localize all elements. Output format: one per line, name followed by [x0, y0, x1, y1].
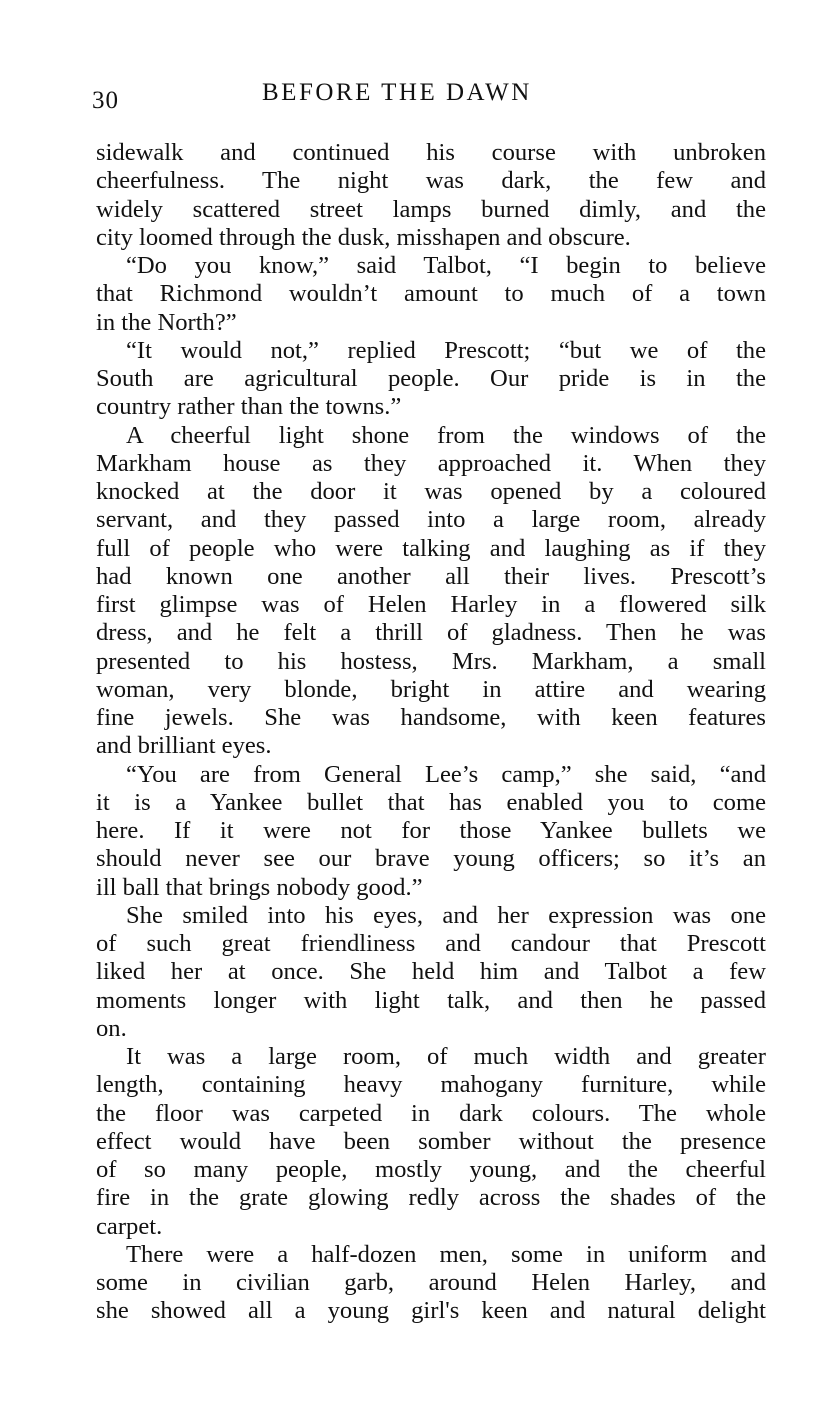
text-line: and brilliant eyes. [96, 732, 272, 760]
text-line: city loomed through the dusk, misshapen and obscure. [96, 223, 631, 251]
text-line: on. [96, 1014, 127, 1042]
text-line: “It would not,” replied Prescott; “but we of the [126, 336, 766, 364]
text-line: in the North?” [96, 308, 237, 336]
text-line: the floor was carpeted in dark colours. The whole [96, 1099, 766, 1127]
text-line: widely scattered street lamps burned dimly, and the [96, 195, 766, 223]
text-line: cheerfulness. The night was dark, the few and [96, 167, 766, 195]
text-line: knocked at the door it was opened by a coloured [96, 478, 766, 505]
text-line: liked her at once. She held him and Talbot a few [96, 958, 766, 986]
text-line: fine jewels. She was handsome, with keen features [96, 704, 766, 731]
text-line: of so many people, mostly young, and the cheerful [96, 1156, 766, 1183]
running-title: BEFORE THE DAWN [262, 79, 532, 106]
text-line: had known one another all their lives. Prescott’s [96, 562, 766, 590]
text-line: effect would have been somber without the presence [96, 1127, 766, 1155]
text-line: She smiled into his eyes, and her expression was one [126, 901, 766, 929]
text-line: she showed all a young girl's keen and natural delight [96, 1297, 766, 1325]
text-line: moments longer with light talk, and then he passed [96, 986, 766, 1014]
text-line: servant, and they passed into a large room, already [96, 506, 766, 534]
text-line: There were a half-dozen men, some in uniform and [126, 1240, 766, 1268]
text-line: country rather than the towns.” [96, 393, 402, 421]
text-line: some in civilian garb, around Helen Harley, and [96, 1269, 766, 1296]
text-line: carpet. [96, 1212, 163, 1240]
text-line: dress, and he felt a thrill of gladness. Then he was [96, 619, 766, 647]
text-line: that Richmond wouldn’t amount to much of a town [96, 280, 766, 308]
text-line: of such great friendliness and candour that Prescott [96, 930, 766, 957]
text-line: full of people who were talking and laughing as if they [96, 534, 766, 562]
text-line: first glimpse was of Helen Harley in a flowered silk [96, 591, 766, 618]
text-line: ill ball that brings nobody good.” [96, 873, 423, 901]
text-line: length, containing heavy mahogany furniture, while [96, 1071, 766, 1099]
text-line: “Do you know,” said Talbot, “I begin to believe [126, 252, 766, 279]
text-line: woman, very blonde, bright in attire and wearing [96, 675, 766, 703]
text-line: Markham house as they approached it. When they [96, 449, 766, 477]
text-line: presented to his hostess, Mrs. Markham, a small [96, 647, 766, 675]
text-line: “You are from General Lee’s camp,” she said, “and [126, 760, 766, 788]
text-line: sidewalk and continued his course with unbroken [96, 139, 766, 166]
text-line: It was a large room, of much width and greater [126, 1043, 766, 1070]
page-number: 30 [92, 87, 119, 114]
text-line: fire in the grate glowing redly across the shades of the [96, 1184, 766, 1212]
text-line: should never see our brave young officers; so it’s an [96, 845, 766, 873]
text-line: A cheerful light shone from the windows of the [126, 421, 766, 449]
body-text [96, 139, 766, 1326]
text-line: it is a Yankee bullet that has enabled you to come [96, 788, 766, 816]
text-line: South are agricultural people. Our pride is in the [96, 365, 766, 392]
text-line: here. If it were not for those Yankee bullets we [96, 817, 766, 844]
